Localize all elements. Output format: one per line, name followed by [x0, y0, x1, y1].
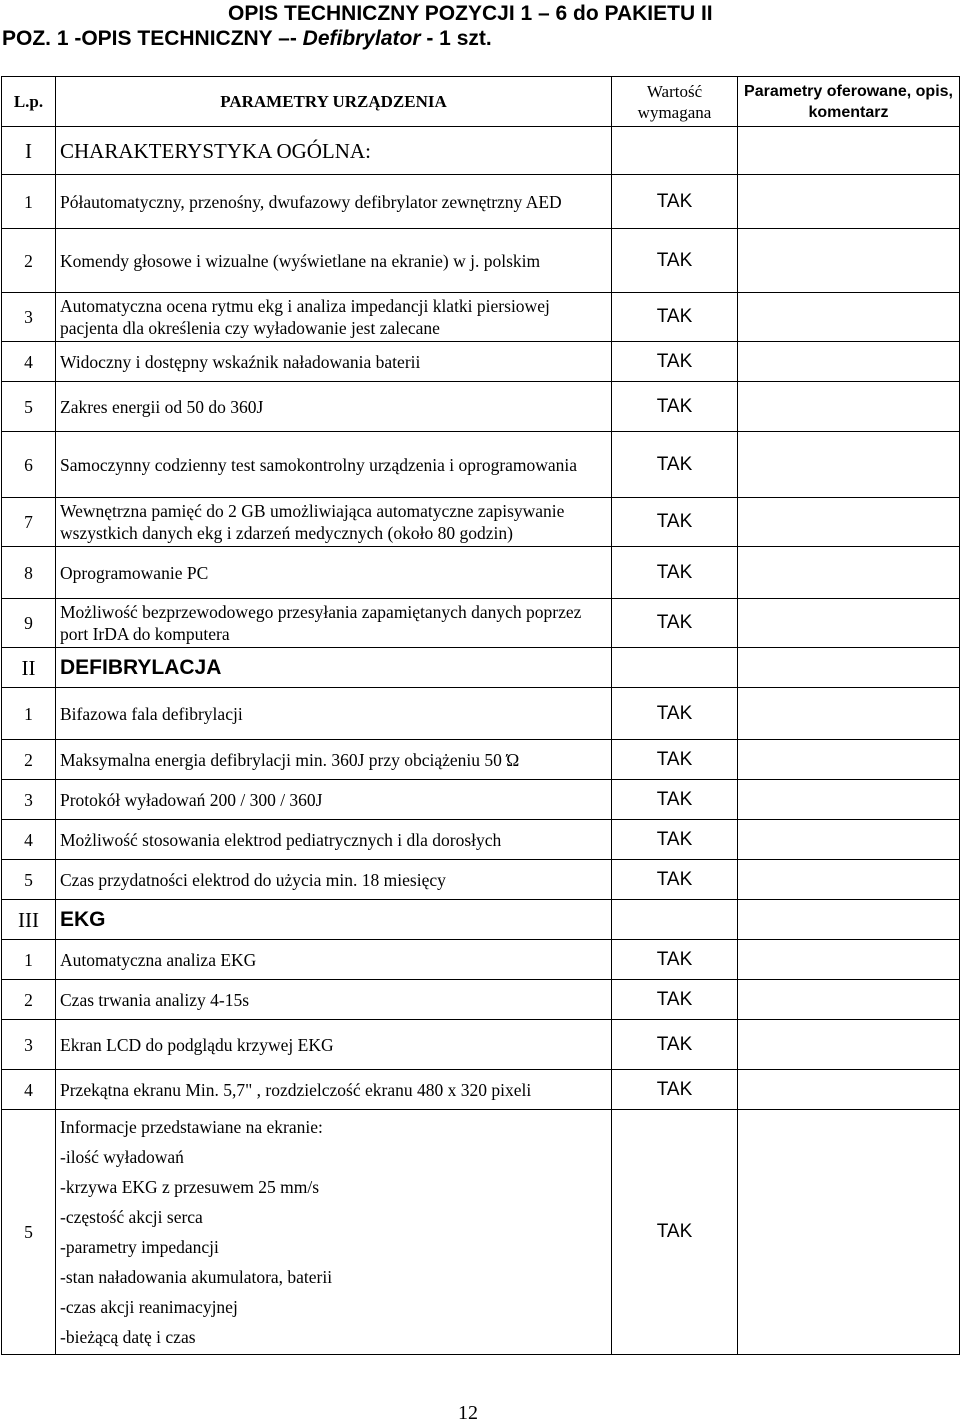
document-title: OPIS TECHNICZNY POZYCJI 1 – 6 do PAKIETU II: [228, 2, 713, 25]
row-offered-input[interactable]: [738, 1110, 960, 1355]
row-offered-input[interactable]: [738, 599, 960, 648]
row-offered-input[interactable]: [738, 229, 960, 293]
row-description: Możliwość bezprzewodowego przesyłania zapamiętanych danych poprzez port IrDA do komputera: [56, 599, 612, 648]
table-row: [2, 1110, 960, 1355]
row-required-value: TAK: [612, 175, 738, 229]
row-offered-input[interactable]: [738, 547, 960, 599]
row-description: Widoczny i dostępny wskaźnik naładowania baterii: [56, 342, 612, 382]
row-number: 5: [2, 860, 56, 900]
row-description: Bifazowa fala defibrylacji: [56, 688, 612, 740]
row-number: 3: [2, 1020, 56, 1070]
header-params: PARAMETRY URZĄDZENIA: [56, 77, 612, 127]
row-required-value: TAK: [612, 780, 738, 820]
section-offered-empty[interactable]: [738, 127, 960, 175]
section-required-empty: [612, 648, 738, 688]
section-number: I: [2, 127, 56, 175]
section-row: [2, 900, 960, 940]
list-line: -częstość akcji serca: [60, 1207, 203, 1227]
table-row: [2, 940, 960, 980]
row-offered-input[interactable]: [738, 293, 960, 342]
table-row: [2, 498, 960, 547]
row-required-value: TAK: [612, 740, 738, 780]
row-required-value: TAK: [612, 980, 738, 1020]
list-line: -ilość wyładowań: [60, 1147, 184, 1167]
row-description: Oprogramowanie PC: [56, 547, 612, 599]
spec-table: [1, 76, 960, 1355]
subtitle-prefix: POZ. 1 -OPIS TECHNICZNY –-: [2, 27, 303, 50]
table-row: [2, 1070, 960, 1110]
header-lp: L.p.: [2, 77, 56, 127]
row-required-value: TAK: [612, 599, 738, 648]
row-offered-input[interactable]: [738, 498, 960, 547]
table-row: [2, 382, 960, 432]
row-number: 1: [2, 175, 56, 229]
table-row: [2, 432, 960, 498]
row-number: 6: [2, 432, 56, 498]
row-description: Komendy głosowe i wizualne (wyświetlane na ekranie) w j. polskim: [56, 229, 612, 293]
page-number: 12: [458, 1402, 478, 1424]
row-description: Protokół wyładowań 200 / 300 / 360J: [56, 780, 612, 820]
row-required-value: TAK: [612, 940, 738, 980]
row-number: 4: [2, 342, 56, 382]
row-description-list: [56, 1110, 612, 1355]
row-required-value: TAK: [612, 688, 738, 740]
row-description: Samoczynny codzienny test samokontrolny urządzenia i oprogramowania: [56, 432, 612, 498]
row-offered-input[interactable]: [738, 1070, 960, 1110]
row-offered-input[interactable]: [738, 860, 960, 900]
row-description: Automatyczna ocena rytmu ekg i analiza impedancji klatki piersiowej pacjenta dla określenia czy wyładowanie jest zalecane: [56, 293, 612, 342]
section-required-empty: [612, 127, 738, 175]
row-offered-input[interactable]: [738, 780, 960, 820]
table-row: [2, 1020, 960, 1070]
section-number: II: [2, 648, 56, 688]
row-description: Przekątna ekranu Min. 5,7" , rozdzielczość ekranu 480 x 320 pixeli: [56, 1070, 612, 1110]
row-offered-input[interactable]: [738, 820, 960, 860]
header-offered: Parametry oferowane, opis, komentarz: [738, 77, 960, 127]
table-row: [2, 293, 960, 342]
table-row: [2, 688, 960, 740]
row-description: Półautomatyczny, przenośny, dwufazowy defibrylator zewnętrzny AED: [56, 175, 612, 229]
row-number: 9: [2, 599, 56, 648]
row-required-value: TAK: [612, 498, 738, 547]
row-description: Wewnętrzna pamięć do 2 GB umożliwiająca automatyczne zapisywanie wszystkich danych ekg i zdarzeń medycznych (około 80 godzin): [56, 498, 612, 547]
row-description: Automatyczna analiza EKG: [56, 940, 612, 980]
section-number: III: [2, 900, 56, 940]
row-offered-input[interactable]: [738, 688, 960, 740]
list-line: -bieżącą datę i czas: [60, 1327, 196, 1347]
row-number: 4: [2, 1070, 56, 1110]
row-offered-input[interactable]: [738, 432, 960, 498]
row-required-value: TAK: [612, 382, 738, 432]
row-number: 4: [2, 820, 56, 860]
row-description: Zakres energii od 50 do 360J: [56, 382, 612, 432]
row-description: Możliwość stosowania elektrod pediatrycznych i dla dorosłych: [56, 820, 612, 860]
row-number: 2: [2, 229, 56, 293]
table-row: [2, 599, 960, 648]
section-row: [2, 648, 960, 688]
row-offered-input[interactable]: [738, 740, 960, 780]
row-number: 1: [2, 688, 56, 740]
row-required-value: TAK: [612, 293, 738, 342]
row-number: 2: [2, 980, 56, 1020]
row-required-value: TAK: [612, 342, 738, 382]
row-number: 8: [2, 547, 56, 599]
list-line: -krzywa EKG z przesuwem 25 mm/s: [60, 1177, 320, 1197]
row-number: 3: [2, 293, 56, 342]
row-description: Czas przydatności elektrod do użycia min. 18 miesięcy: [56, 860, 612, 900]
section-offered-empty[interactable]: [738, 648, 960, 688]
row-description: Maksymalna energia defibrylacji min. 360J przy obciążeniu 50 Ώ: [56, 740, 612, 780]
table-header-row: [2, 77, 960, 127]
subtitle-suffix: - 1 szt.: [420, 27, 492, 50]
row-required-value: TAK: [612, 229, 738, 293]
section-title: DEFIBRYLACJA: [56, 648, 612, 688]
row-description: Czas trwania analizy 4-15s: [56, 980, 612, 1020]
section-title: CHARAKTERYSTYKA OGÓLNA:: [56, 127, 612, 175]
row-offered-input[interactable]: [738, 1020, 960, 1070]
table-row: [2, 547, 960, 599]
section-row: [2, 127, 960, 175]
table-row: [2, 342, 960, 382]
section-title: EKG: [56, 900, 612, 940]
subtitle-device: Defibrylator: [302, 27, 421, 50]
row-number: 5: [2, 1110, 56, 1355]
row-required-value: TAK: [612, 1020, 738, 1070]
table-row: [2, 740, 960, 780]
row-number: 3: [2, 780, 56, 820]
row-offered-input[interactable]: [738, 980, 960, 1020]
row-number: 2: [2, 740, 56, 780]
table-row: [2, 860, 960, 900]
section-offered-empty[interactable]: [738, 900, 960, 940]
row-required-value: TAK: [612, 860, 738, 900]
row-required-value: TAK: [612, 1070, 738, 1110]
table-row: [2, 780, 960, 820]
section-required-empty: [612, 900, 738, 940]
row-number: 1: [2, 940, 56, 980]
table-row: [2, 229, 960, 293]
list-line: -parametry impedancji: [60, 1237, 219, 1257]
document-subtitle: [2, 27, 492, 51]
header-required: Wartość wymagana: [612, 77, 738, 127]
row-required-value: TAK: [612, 820, 738, 860]
table-row: [2, 980, 960, 1020]
row-required-value: TAK: [612, 1110, 738, 1355]
table-row: [2, 820, 960, 860]
row-offered-input[interactable]: [738, 342, 960, 382]
row-offered-input[interactable]: [738, 940, 960, 980]
row-offered-input[interactable]: [738, 382, 960, 432]
row-description: Ekran LCD do podglądu krzywej EKG: [56, 1020, 612, 1070]
table-row: [2, 175, 960, 229]
row-offered-input[interactable]: [738, 175, 960, 229]
row-required-value: TAK: [612, 547, 738, 599]
list-line: -stan naładowania akumulatora, baterii: [60, 1267, 333, 1287]
row-required-value: TAK: [612, 432, 738, 498]
list-line: Informacje przedstawiane na ekranie:: [60, 1117, 323, 1137]
row-number: 7: [2, 498, 56, 547]
list-line: -czas akcji reanimacyjnej: [60, 1297, 238, 1317]
row-number: 5: [2, 382, 56, 432]
